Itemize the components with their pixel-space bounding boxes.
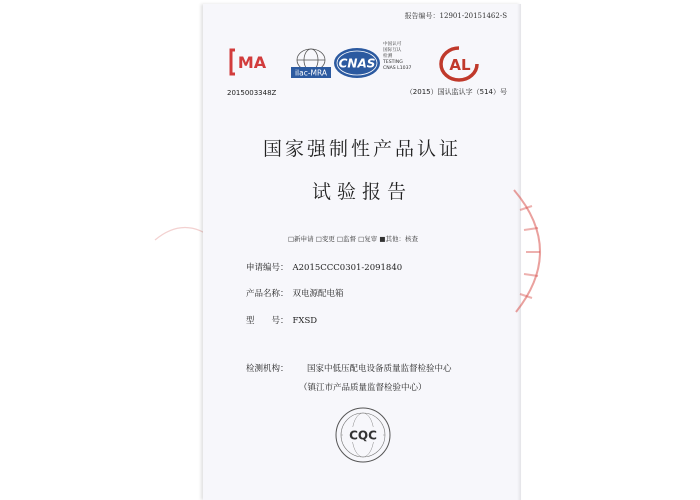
cal-logo-icon xyxy=(435,45,483,83)
institution-label: 检测机构： xyxy=(246,364,289,374)
report-title: 国家强制性产品认证 xyxy=(262,138,461,160)
application-number-label: 申请编号： xyxy=(246,263,289,273)
report-cover-page xyxy=(203,4,521,500)
svg-text:ilac-MRA: ilac-MRA xyxy=(294,68,328,78)
svg-text:MA: MA xyxy=(237,53,267,72)
application-type-options: □新申请 □变更 □监督 □复审 ■其他：核查 xyxy=(288,235,418,243)
ilac-mra-logo-icon xyxy=(289,43,333,83)
cma-logo-icon xyxy=(229,48,273,76)
product-name-label: 产品名称： xyxy=(246,289,289,299)
cqc-logo-icon xyxy=(331,406,395,464)
svg-text:CQC: CQC xyxy=(349,428,377,443)
model-label: 型 号： xyxy=(246,316,289,326)
report-number: 报告编号：12901-20151462-S xyxy=(404,12,507,20)
svg-text:AL: AL xyxy=(449,56,471,74)
institution-subname: （镇江市产品质量监督检验中心） xyxy=(299,383,427,393)
application-number-value: A2015CCC0301-2091840 xyxy=(292,263,403,273)
cma-certificate-number: 2015003348Z xyxy=(227,89,277,97)
product-name-field xyxy=(246,287,344,299)
cal-certificate-number: （2015）国认监认字（514）号 xyxy=(405,88,507,96)
cnas-caption: 中国认可 国际互认 检测 TESTING CNAS L1037 xyxy=(383,42,412,71)
model-field xyxy=(246,314,317,326)
application-number-field xyxy=(246,261,402,273)
model-value: FXSD xyxy=(292,316,318,326)
seal-stamp-icon xyxy=(510,180,570,320)
report-subtitle: 试验报告 xyxy=(311,181,412,203)
institution-name: 国家中低压配电设备质量监督检验中心 xyxy=(307,364,452,374)
cnas-logo-icon xyxy=(333,46,381,80)
svg-text:CNAS: CNAS xyxy=(338,56,376,71)
product-name-value: 双电源配电箱 xyxy=(292,289,344,299)
